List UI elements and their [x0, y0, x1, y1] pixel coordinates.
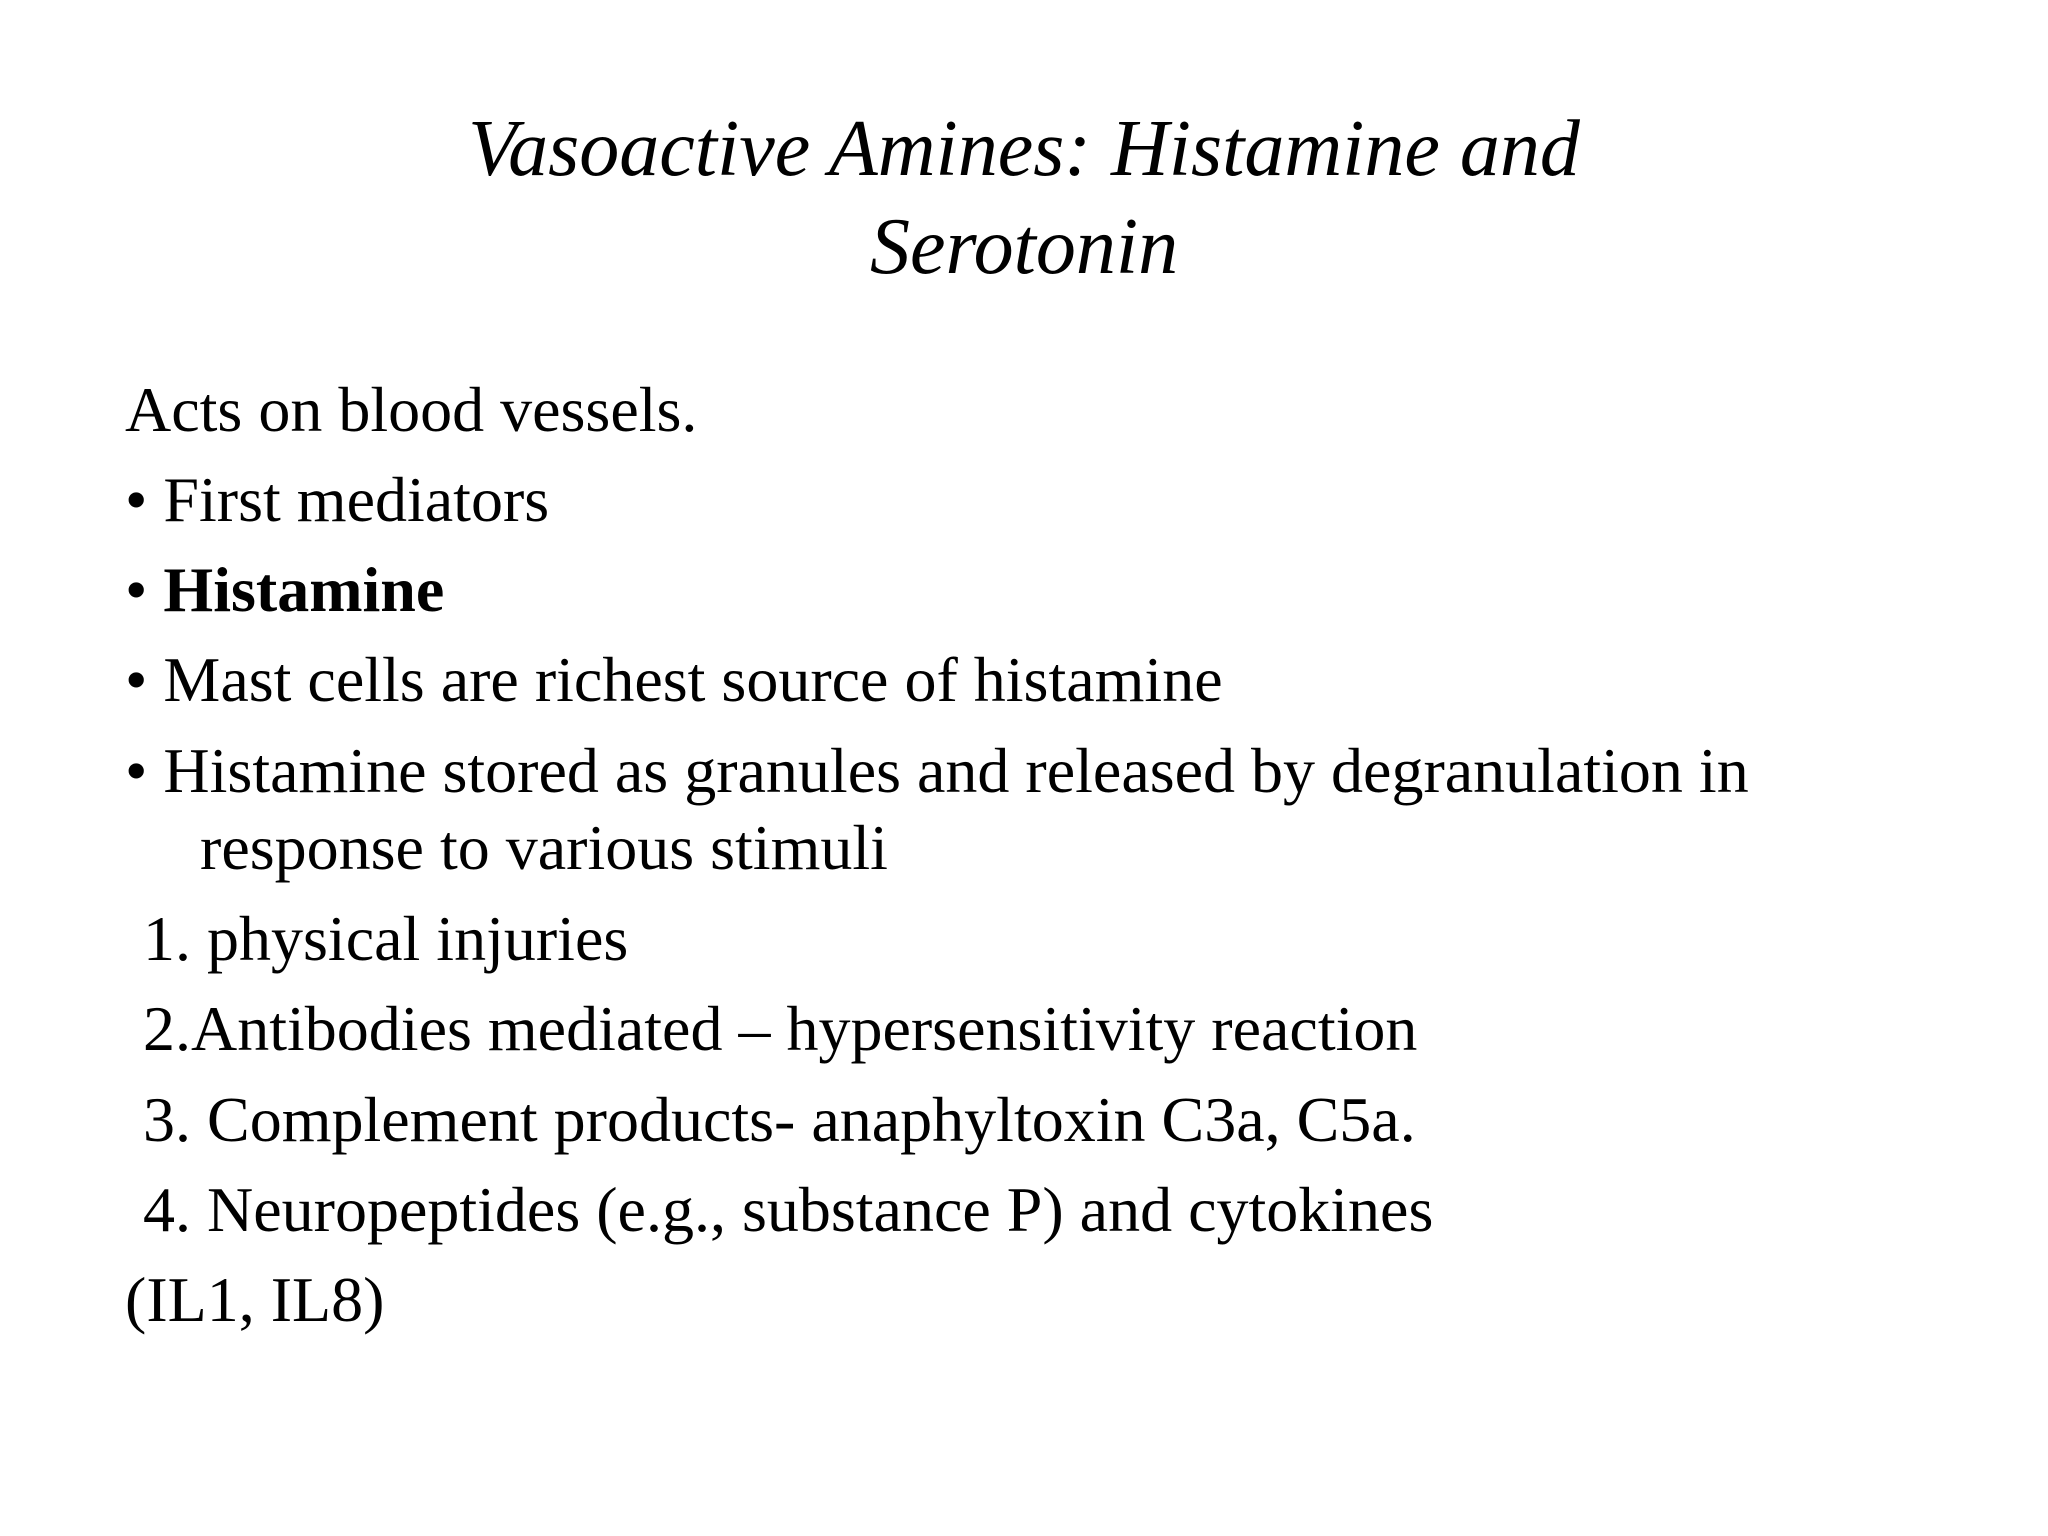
bullet-continuation: response to various stimuli	[200, 812, 888, 883]
slide-title	[0, 100, 2048, 296]
title-line-1: Vasoactive Amines: Histamine and	[468, 105, 1580, 193]
final-line: (IL1, IL8)	[125, 1264, 385, 1335]
bullet-item	[125, 462, 549, 538]
bullet-text: First mediators	[163, 464, 550, 535]
bullet-text: Mast cells are richest source of histamine	[163, 644, 1223, 715]
stimulus-item: 2.Antibodies mediated – hypersensitivity reaction	[143, 993, 1418, 1064]
bullet-marker: •	[125, 735, 148, 806]
bullet-text-bold: Histamine	[163, 554, 445, 625]
intro-text: Acts on blood vessels.	[125, 374, 698, 445]
title-line-2: Serotonin	[869, 203, 1179, 291]
bullet-marker: •	[125, 644, 148, 715]
stimulus-item: 4. Neuropeptides (e.g., substance P) and cytokines	[143, 1174, 1434, 1245]
stimulus-item: 3. Complement products- anaphyltoxin C3a, C5a.	[143, 1084, 1416, 1155]
bullet-text: Histamine stored as granules and released by degranulation in	[163, 735, 1749, 806]
bullet-marker: •	[125, 554, 148, 625]
bullet-item	[125, 642, 1223, 718]
bullet-marker: •	[125, 464, 148, 535]
bullet-item	[125, 552, 444, 628]
bullet-item	[125, 733, 1749, 809]
stimulus-item: 1. physical injuries	[143, 903, 629, 974]
